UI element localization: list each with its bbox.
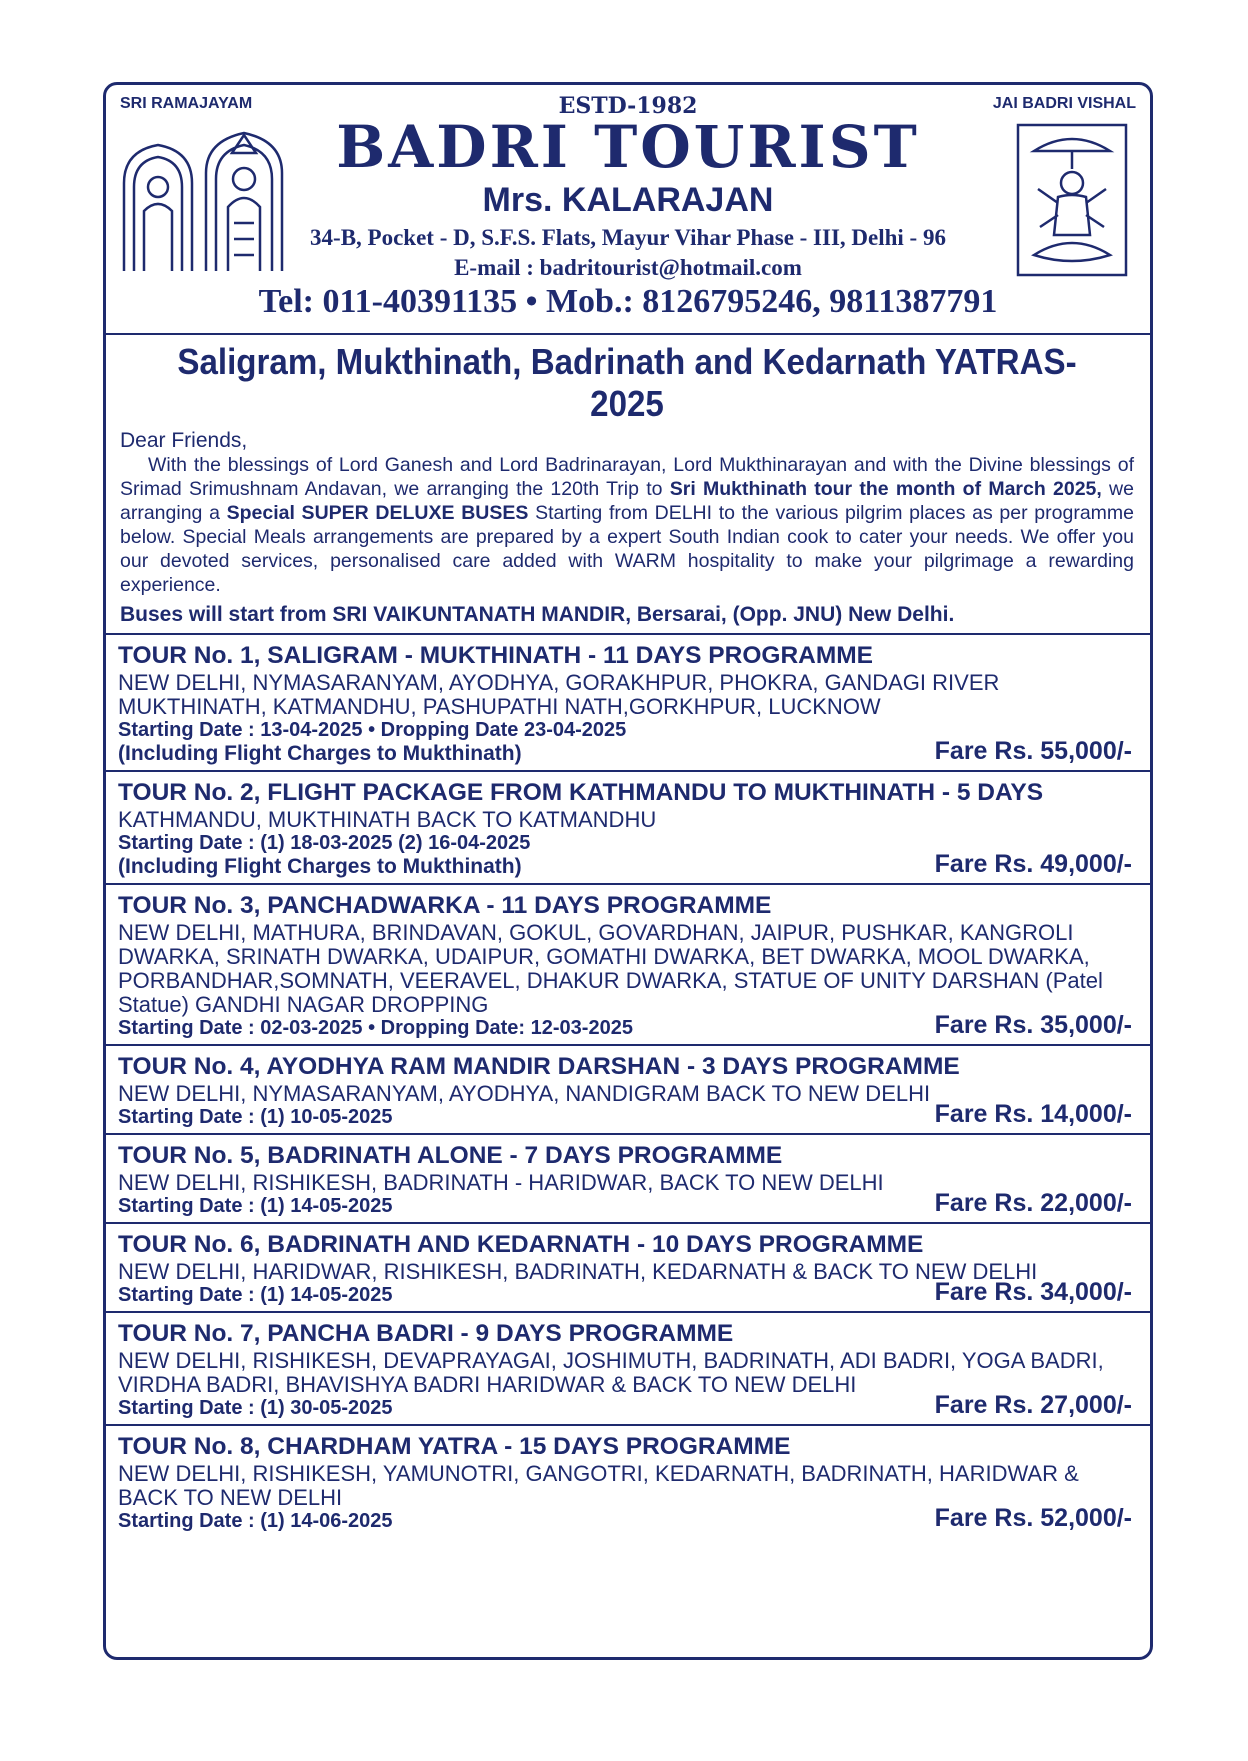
tour-title: TOUR No. 7, PANCHA BADRI - 9 DAYS PROGRAMME (118, 1320, 734, 1347)
tour-2 (106, 772, 1150, 885)
letter-text-1: With the blessings of Lord Ganesh and Lord Badrinarayan, Lord Mukthinarayan and with the Divine blessings of Srimad Srimushnam Andavan, we arranging the 120th Trip to (120, 454, 1134, 500)
tour-route: NEW DELHI, RISHIKESH, BADRINATH - HARIDWAR, BACK TO NEW DELHI (118, 1170, 884, 1195)
tour-fare: Fare Rs. 52,000/- (934, 1504, 1132, 1532)
tour-dates: Starting Date : (1) 30-05-2025 (118, 1397, 393, 1419)
letter-bold-2: Special SUPER DELUXE BUSES (226, 502, 529, 524)
tour-title: TOUR No. 3, PANCHADWARKA - 11 DAYS PROGRAMME (118, 892, 772, 919)
phone-numbers: Tel: 011-40391135 • Mob.: 8126795246, 9811387791 (258, 283, 998, 320)
deity-temple-icon (116, 123, 286, 273)
tour-3 (106, 885, 1150, 1046)
tour-fare: Fare Rs. 35,000/- (934, 1011, 1132, 1039)
tour-title: TOUR No. 2, FLIGHT PACKAGE FROM KATHMANDU TO MUKTHINATH - 5 DAYS (118, 779, 1044, 806)
tour-4 (106, 1046, 1150, 1135)
tour-route: NEW DELHI, RISHIKESH, DEVAPRAYAGAI, JOSHIMUTH, BADRINATH, ADI BADRI, YOGA BADRI, VIRDHA BADRI, BHAVISHYA BADRI HARIDWAR & BACK TO NEW DELHI (118, 1348, 1104, 1397)
letter-text-3: Starting from DELHI to the various pilgrim places as per programme below. Special Meals arrangements are prepared by a expert South Indian cook to cater your needs. We offer you our devoted services, personalised care added with WARM hospitality to make your pilgrimage a rewarding experience. (120, 502, 1134, 596)
yatra-title: Saligram, Mukthinath, Badrinath and Kedarnath YATRAS-2025 (177, 341, 1077, 424)
flyer-frame (103, 82, 1153, 1660)
tour-route: NEW DELHI, RISHIKESH, YAMUNOTRI, GANGOTRI, KEDARNATH, BADRINATH, HARIDWAR & BACK TO NEW DELHI (118, 1461, 1079, 1510)
tour-title: TOUR No. 6, BADRINATH AND KEDARNATH - 10 DAYS PROGRAMME (118, 1231, 924, 1258)
tour-title: TOUR No. 8, CHARDHAM YATRA - 15 DAYS PROGRAMME (118, 1433, 791, 1460)
tour-title: TOUR No. 1, SALIGRAM - MUKTHINATH - 11 DAYS PROGRAMME (118, 642, 874, 669)
tour-route: NEW DELHI, NYMASARANYAM, AYODHYA, NANDIGRAM BACK TO NEW DELHI (118, 1081, 931, 1106)
tour-route: NEW DELHI, HARIDWAR, RISHIKESH, BADRINATH, KEDARNATH & BACK TO NEW DELHI (118, 1259, 1038, 1284)
tour-7 (106, 1313, 1150, 1426)
sri-ramajayam-tag: SRI RAMAJAYAM (120, 95, 253, 112)
tour-route: NEW DELHI, NYMASARANYAM, AYODHYA, GORAKHPUR, PHOKRA, GANDAGI RIVER MUKTHINATH, KATMANDHU, PASHUPATHI NATH,GORKHPUR, LUCKNOW (118, 670, 1000, 719)
bus-departure-note: Buses will start from SRI VAIKUNTANATH MANDIR, Bersarai, (Opp. JNU) New Delhi. (120, 603, 955, 626)
tour-fare: Fare Rs. 14,000/- (934, 1100, 1132, 1128)
letter-text-2: we arranging a (120, 478, 1134, 524)
tour-fare: Fare Rs. 22,000/- (934, 1189, 1132, 1217)
salutation: Dear Friends, (120, 429, 248, 452)
deity-seated-icon (1016, 123, 1128, 277)
tour-dates: Starting Date : (1) 14-05-2025 (118, 1284, 393, 1306)
tour-dates: Starting Date : 13-04-2025 • Dropping Date 23-04-2025 (118, 719, 627, 741)
tour-dates: Starting Date : (1) 14-05-2025 (118, 1195, 393, 1217)
intro-letter (120, 453, 1134, 597)
flyer-header (106, 85, 1150, 335)
tour-fare: Fare Rs. 55,000/- (934, 737, 1132, 765)
tour-route: KATHMANDU, MUKTHINATH BACK TO KATMANDHU (118, 807, 657, 832)
tour-fare: Fare Rs. 27,000/- (934, 1391, 1132, 1419)
tour-1 (106, 635, 1150, 772)
brand-title: BADRI TOURIST (336, 113, 920, 181)
tour-dates: Starting Date : 02-03-2025 • Dropping Date: 12-03-2025 (118, 1017, 633, 1039)
email-line: E-mail : badritourist@hotmail.com (454, 255, 802, 280)
address-line: 34-B, Pocket - D, S.F.S. Flats, Mayur Vihar Phase - III, Delhi - 96 (310, 225, 946, 250)
tour-title: TOUR No. 5, BADRINATH ALONE - 7 DAYS PROGRAMME (118, 1142, 783, 1169)
tour-6 (106, 1224, 1150, 1313)
proprietor-name: Mrs. KALARAJAN (482, 181, 774, 219)
established-year: ESTD-1982 (558, 93, 698, 119)
tour-dates: Starting Date : (1) 18-03-2025 (2) 16-04-2025 (118, 832, 531, 854)
tour-fare: Fare Rs. 34,000/- (934, 1278, 1132, 1306)
tour-5 (106, 1135, 1150, 1224)
tour-dates: Starting Date : (1) 10-05-2025 (118, 1106, 393, 1128)
tour-title: TOUR No. 4, AYODHYA RAM MANDIR DARSHAN - 3 DAYS PROGRAMME (118, 1053, 960, 1080)
tour-8 (106, 1426, 1150, 1537)
tour-route: NEW DELHI, MATHURA, BRINDAVAN, GOKUL, GOVARDHAN, JAIPUR, PUSHKAR, KANGROLI DWARKA, SRINATH DWARKA, UDAIPUR, GOMATHI DWARKA, BET DWARKA, MOOL DWARKA, PORBANDHAR,SOMNATH, VEERAVEL, DHAKUR DWARKA, STATUE OF UNITY DARSHAN (Patel Statue) GANDHI NAGAR DROPPING (118, 920, 1103, 1017)
tour-note: (Including Flight Charges to Mukthinath) (118, 742, 522, 765)
tour-fare: Fare Rs. 49,000/- (934, 850, 1132, 878)
jai-badri-vishal-tag: JAI BADRI VISHAL (992, 95, 1136, 112)
intro-section (106, 335, 1150, 635)
tour-note: (Including Flight Charges to Mukthinath) (118, 855, 522, 878)
letter-bold-1: Sri Mukthinath tour the month of March 2025, (669, 478, 1102, 500)
tour-dates: Starting Date : (1) 14-06-2025 (118, 1510, 393, 1532)
